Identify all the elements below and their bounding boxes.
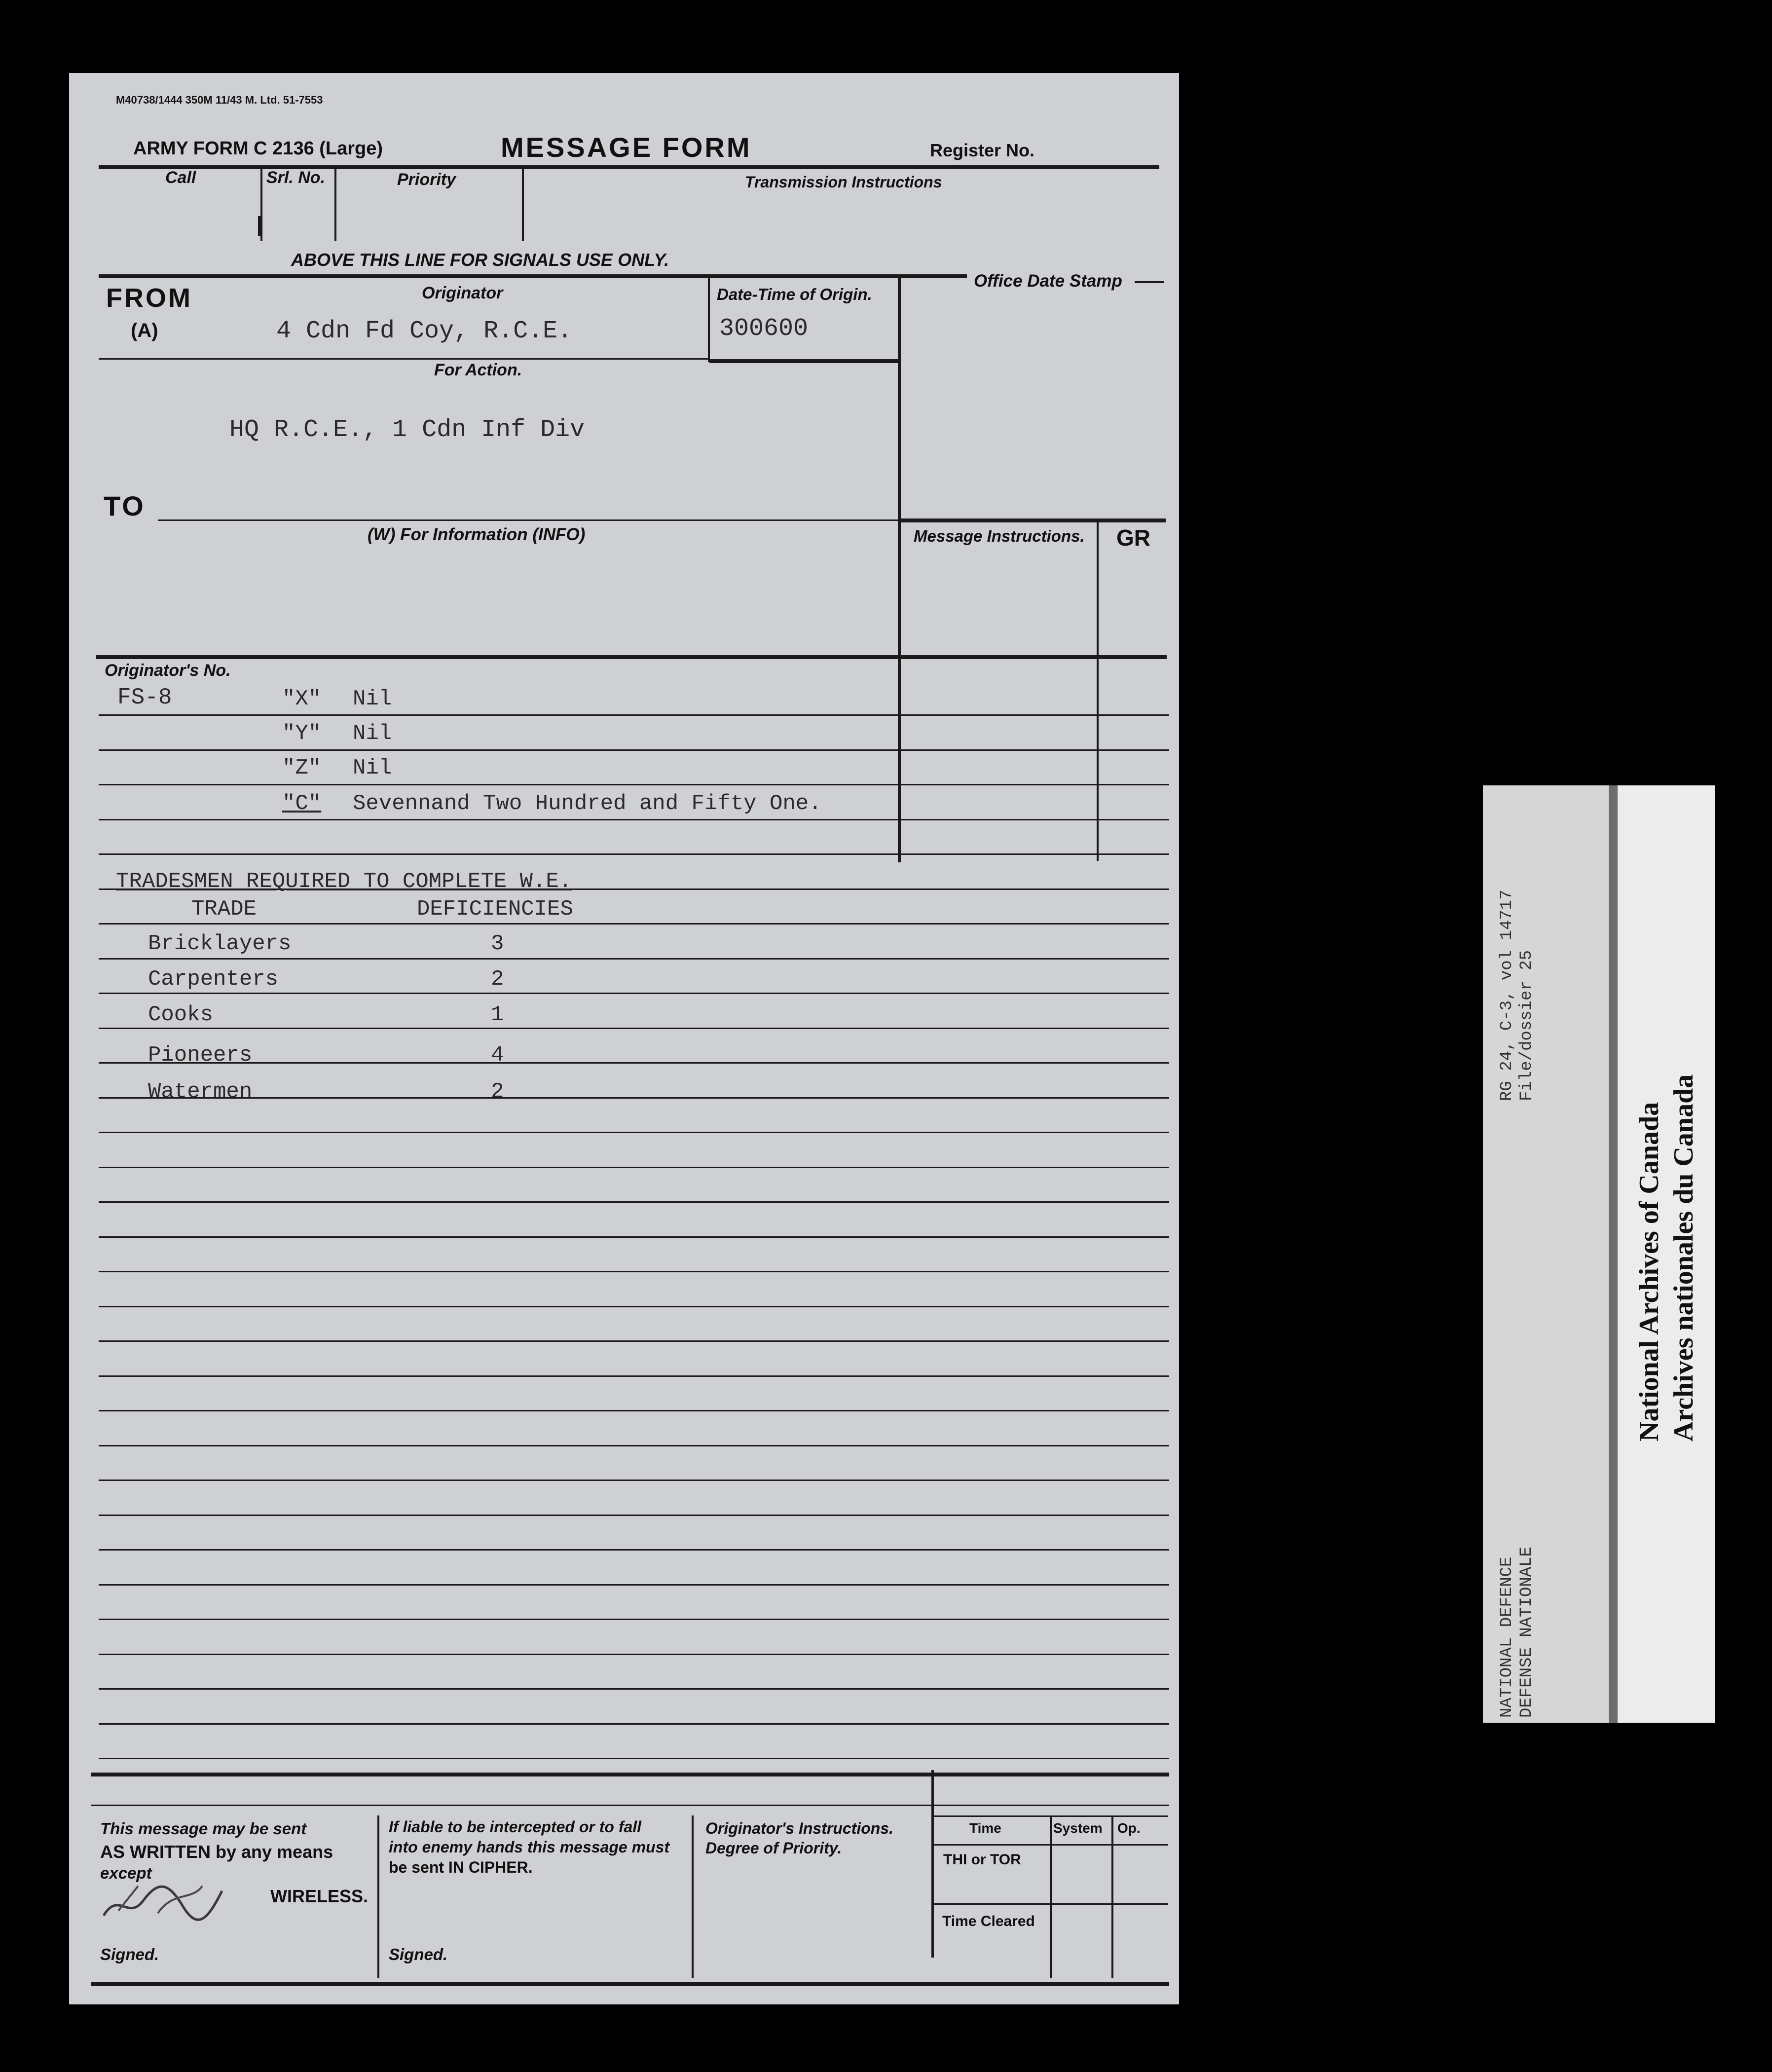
originator-label: Originator — [422, 284, 503, 302]
trade-name: Bricklayers — [148, 931, 292, 956]
info-label: (W) For Information (INFO) — [368, 525, 586, 544]
ruled-line — [99, 1619, 1169, 1620]
rule — [709, 359, 899, 363]
rule — [91, 1982, 1169, 1986]
ruled-line — [99, 1236, 1169, 1238]
orig-instr-label: Originator's Instructions. — [705, 1819, 893, 1837]
signed-label: Signed. — [100, 1945, 159, 1963]
call-label: Call — [165, 168, 196, 187]
trade-name: Carpenters — [148, 967, 279, 992]
msg-instr-label: Message Instructions. — [914, 527, 1085, 545]
ruled-line — [99, 1201, 1169, 1203]
ruled-line — [99, 819, 1169, 820]
message-form — [69, 73, 1179, 2004]
ruled-line — [99, 1654, 1169, 1655]
pencil-mark — [258, 216, 260, 236]
ruled-line — [99, 1758, 1169, 1759]
cipher-note-1: If liable to be intercepted or to fall — [389, 1818, 642, 1836]
ruled-line — [99, 853, 1169, 855]
ruled-line — [99, 1132, 1169, 1133]
rule — [932, 1844, 1168, 1846]
srl-no-label: Srl. No. — [266, 168, 326, 187]
divider — [1050, 1815, 1052, 1978]
wireless-label: WIRELESS. — [270, 1886, 369, 1906]
archive-label-strip — [1483, 785, 1715, 1723]
rule — [96, 655, 1167, 659]
for-action-label: For Action. — [434, 361, 522, 379]
divider — [692, 1815, 694, 1978]
rule — [899, 518, 1166, 522]
rule — [91, 1805, 1169, 1806]
from-label: FROM — [106, 283, 192, 313]
time-label: Time — [969, 1820, 1001, 1836]
divider — [708, 275, 710, 362]
divider — [1111, 1815, 1113, 1978]
archive-name-fr: Archives nationales du Canada — [1668, 1074, 1699, 1442]
rule — [1135, 281, 1164, 283]
trade-count: 2 — [491, 967, 504, 992]
signals-note: ABOVE THIS LINE FOR SIGNALS USE ONLY. — [291, 250, 669, 270]
archive-name-en: National Archives of Canada — [1634, 1102, 1664, 1442]
ruled-line — [99, 1410, 1169, 1411]
transmission-label: Transmission Instructions — [745, 173, 942, 191]
originator-value: 4 Cdn Fd Coy, R.C.E. — [276, 317, 573, 345]
trade-count: 4 — [491, 1043, 504, 1068]
rule — [932, 1903, 1168, 1905]
line-key: "Z" — [282, 756, 322, 780]
originators-no-label: Originator's No. — [105, 661, 231, 680]
col-trade: TRADE — [191, 897, 257, 922]
line-key: "Y" — [282, 721, 322, 746]
print-code: M40738/1444 350M 11/43 M. Ltd. 51-7553 — [116, 94, 323, 106]
trade-count: 1 — [491, 1002, 504, 1027]
signature-scribble — [99, 1871, 247, 1930]
divider — [334, 167, 336, 241]
line-value: Nil — [353, 756, 392, 780]
rule — [99, 165, 1159, 169]
line-value: Nil — [353, 721, 392, 746]
ruled-line — [99, 1375, 1169, 1377]
form-number: ARMY FORM C 2136 (Large) — [133, 138, 383, 159]
written-note-1: This message may be sent — [100, 1819, 307, 1838]
to-label: TO — [104, 490, 146, 521]
ruled-line — [99, 1723, 1169, 1725]
rule — [99, 358, 709, 360]
line-key: "X" — [282, 687, 322, 711]
line-value: Nil — [353, 687, 392, 711]
ruled-line — [99, 1584, 1169, 1586]
ruled-line — [99, 1549, 1169, 1551]
rule — [99, 274, 967, 278]
ruled-line — [99, 714, 1169, 716]
ruled-line — [99, 888, 1169, 890]
divider — [898, 275, 901, 862]
col-deficiencies: DEFICIENCIES — [417, 897, 573, 922]
priority-label: Priority — [397, 170, 456, 189]
line-key: "C" — [282, 791, 322, 816]
dept-name-en: NATIONAL DEFENCE — [1498, 1556, 1516, 1718]
form-title: MESSAGE FORM — [501, 132, 752, 163]
thi-tor-label: THI or TOR — [943, 1851, 1021, 1868]
ruled-line — [99, 958, 1169, 960]
office-stamp-label: Office Date Stamp — [967, 271, 1129, 291]
dto-value: 300600 — [719, 315, 809, 343]
cipher-note-3: be sent IN CIPHER. — [389, 1858, 533, 1876]
ruled-line — [99, 993, 1169, 994]
system-label: System — [1053, 1820, 1103, 1836]
strip-gap — [1609, 785, 1618, 1723]
signed-label: Signed. — [389, 1945, 448, 1963]
ruled-line — [99, 1340, 1169, 1342]
trade-name: Pioneers — [148, 1043, 253, 1068]
trade-count: 3 — [491, 931, 504, 956]
archive-ref-panel — [1483, 785, 1609, 1723]
time-cleared-label: Time Cleared — [942, 1913, 1035, 1929]
ruled-line — [99, 1097, 1169, 1099]
trade-name: Cooks — [148, 1002, 214, 1027]
written-note-3: except — [100, 1864, 152, 1882]
ruled-line — [99, 784, 1169, 785]
rule — [158, 519, 898, 521]
ruled-line — [99, 1062, 1169, 1064]
dto-label: Date-Time of Origin. — [717, 285, 872, 303]
rule — [91, 1773, 1169, 1776]
ruled-line — [99, 749, 1169, 751]
ruled-line — [99, 1688, 1169, 1690]
line-value: Sevennand Two Hundred and Fifty One. — [353, 791, 822, 816]
priority-degree-label: Degree of Priority. — [705, 1839, 842, 1857]
for-action-value: HQ R.C.E., 1 Cdn Inf Div — [229, 416, 585, 444]
divider — [931, 1770, 934, 1958]
ruled-line — [99, 1445, 1169, 1446]
divider — [1097, 520, 1099, 861]
cipher-note-2: into enemy hands this message must — [389, 1838, 670, 1856]
trade-count: 2 — [491, 1079, 504, 1104]
ruled-line — [99, 1167, 1169, 1168]
divider — [260, 167, 262, 241]
trades-heading: TRADESMEN REQUIRED TO COMPLETE W.E. — [116, 869, 572, 894]
written-note-2: AS WRITTEN by any means — [100, 1842, 333, 1862]
dept-name-fr: DEFENSE NATIONALE — [1517, 1547, 1536, 1718]
divider — [377, 1815, 379, 1978]
ruled-line — [99, 1480, 1169, 1481]
ruled-line — [99, 1306, 1169, 1307]
ref-number: FS-8 — [117, 685, 172, 710]
archive-name-panel — [1618, 785, 1715, 1723]
gr-label: GR — [1116, 525, 1150, 551]
op-label: Op. — [1117, 1820, 1141, 1836]
ruled-line — [99, 1028, 1169, 1029]
ruled-line — [99, 1515, 1169, 1516]
register-label: Register No. — [930, 140, 1035, 160]
trade-name: Watermen — [148, 1079, 253, 1104]
divider — [522, 167, 524, 241]
ruled-line — [99, 1271, 1169, 1272]
archive-ref-1: RG 24, C-3, vol 14717 — [1498, 889, 1516, 1101]
ruled-line — [99, 923, 1169, 925]
a-label: (A) — [131, 320, 158, 341]
archive-ref-2: File/dossier 25 — [1517, 950, 1536, 1101]
